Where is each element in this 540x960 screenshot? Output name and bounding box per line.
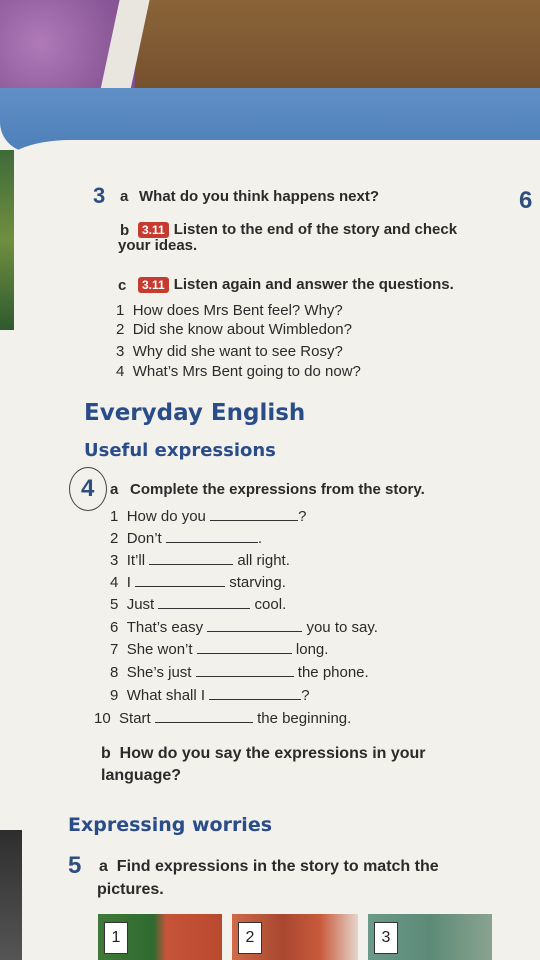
item-text: She’s just	[126, 664, 192, 681]
answer-blank[interactable]	[209, 699, 301, 700]
expression-item-6	[110, 619, 378, 636]
audio-track-badge: 3.11	[138, 222, 169, 238]
expression-item-3	[110, 552, 290, 569]
header-band-curve	[0, 140, 540, 180]
question-text: How does Mrs Bent feel? Why?	[132, 302, 343, 319]
item-number: 7	[110, 641, 119, 658]
section-heading-expressing-worries: Expressing worries	[68, 814, 273, 836]
answer-blank[interactable]	[166, 542, 258, 543]
question-item	[116, 321, 352, 338]
question-text: Why did she want to see Rosy?	[132, 343, 343, 360]
ex5-a-text2: pictures.	[97, 881, 164, 898]
answer-blank[interactable]	[196, 676, 294, 677]
question-number: 4	[116, 363, 125, 380]
picture-label: 2	[238, 922, 262, 954]
item-number: 6	[110, 619, 119, 636]
answer-blank[interactable]	[149, 564, 233, 565]
item-number: 8	[110, 664, 119, 681]
ex4-b-letter: b	[101, 745, 111, 762]
item-number: 10	[94, 710, 111, 727]
ex4-b-text2: language?	[101, 767, 182, 784]
picture-label: 3	[374, 922, 398, 954]
expression-item-9	[110, 687, 310, 704]
answer-blank[interactable]	[155, 722, 253, 723]
expression-item-7	[110, 641, 328, 658]
ex4-a-text: Complete the expressions from the story.	[130, 481, 425, 498]
item-text-after: .	[257, 530, 263, 547]
ex3-c-text: Listen again and answer the questions.	[173, 276, 454, 293]
item-text-after: the phone.	[297, 664, 369, 681]
ex4-a-letter: a	[110, 481, 119, 498]
item-number: 3	[110, 552, 119, 569]
ex5-a-line	[99, 858, 439, 876]
answer-blank[interactable]	[197, 653, 292, 654]
ex5-a-text: Find expressions in the story to match the	[116, 858, 439, 875]
question-number: 3	[116, 343, 125, 360]
answer-blank[interactable]	[210, 520, 298, 521]
item-text: She won’t	[126, 641, 193, 658]
item-text-after: you to say.	[306, 619, 378, 636]
question-text: What’s Mrs Bent going to do now?	[132, 363, 361, 380]
item-number: 5	[110, 596, 119, 613]
picture-label: 1	[104, 922, 128, 954]
ex3-b-line	[138, 221, 457, 238]
exercise-5-number: 5	[68, 852, 82, 879]
page-number: 6	[519, 187, 533, 214]
item-text: Just	[126, 596, 155, 613]
side-photo	[0, 150, 14, 330]
answer-blank[interactable]	[207, 631, 302, 632]
expression-item-1	[110, 508, 306, 525]
section-heading-everyday-english: Everyday English	[84, 400, 306, 426]
expression-item-4	[110, 574, 286, 591]
exercise-4-number: 4	[81, 475, 95, 502]
item-text-after: starving.	[229, 574, 286, 591]
ex4-b-line	[101, 745, 426, 763]
item-text-after: ?	[298, 508, 307, 525]
ex3-b-text: Listen to the end of the story and check	[173, 221, 458, 238]
question-text: Did she know about Wimbledon?	[132, 321, 352, 338]
ex3-b-text2: your ideas.	[118, 237, 198, 254]
ex3-a-letter: a	[120, 188, 129, 205]
expression-item-5	[110, 596, 286, 613]
item-text: Don’t	[126, 530, 162, 547]
item-text: Start	[119, 710, 151, 727]
item-text-after: cool.	[254, 596, 287, 613]
side-photo-bottom	[0, 830, 22, 960]
question-number: 1	[116, 302, 125, 319]
question-item	[116, 363, 361, 380]
subheading-useful-expressions: Useful expressions	[84, 440, 276, 461]
ex3-b-letter: b	[120, 222, 130, 239]
expression-item-2	[110, 530, 262, 547]
item-text: How do you	[126, 508, 206, 525]
question-number: 2	[116, 321, 125, 338]
item-number: 4	[110, 574, 119, 591]
expression-item-8	[110, 664, 369, 681]
item-number: 1	[110, 508, 119, 525]
answer-blank[interactable]	[135, 586, 225, 587]
answer-blank[interactable]	[158, 608, 250, 609]
ex5-a-letter: a	[99, 858, 108, 875]
exercise-3-number: 3	[93, 183, 106, 208]
ex3-c-line	[138, 276, 454, 293]
audio-track-badge: 3.11	[138, 277, 169, 293]
item-text-after: ?	[301, 687, 310, 704]
ex3-c-letter: c	[118, 277, 127, 294]
ex3-a-text: What do you think happens next?	[139, 188, 379, 205]
expression-item-10	[94, 710, 351, 727]
question-item	[116, 343, 343, 360]
item-text: It’ll	[126, 552, 146, 569]
item-text-after: long.	[295, 641, 329, 658]
ex4-b-text: How do you say the expressions in your	[119, 745, 426, 762]
item-number: 2	[110, 530, 119, 547]
item-text-after: the beginning.	[257, 710, 352, 727]
item-text-after: all right.	[237, 552, 290, 569]
item-text: What shall I	[126, 687, 206, 704]
question-item	[116, 302, 343, 319]
item-text: I	[126, 574, 131, 591]
item-number: 9	[110, 687, 119, 704]
item-text: That’s easy	[126, 619, 204, 636]
